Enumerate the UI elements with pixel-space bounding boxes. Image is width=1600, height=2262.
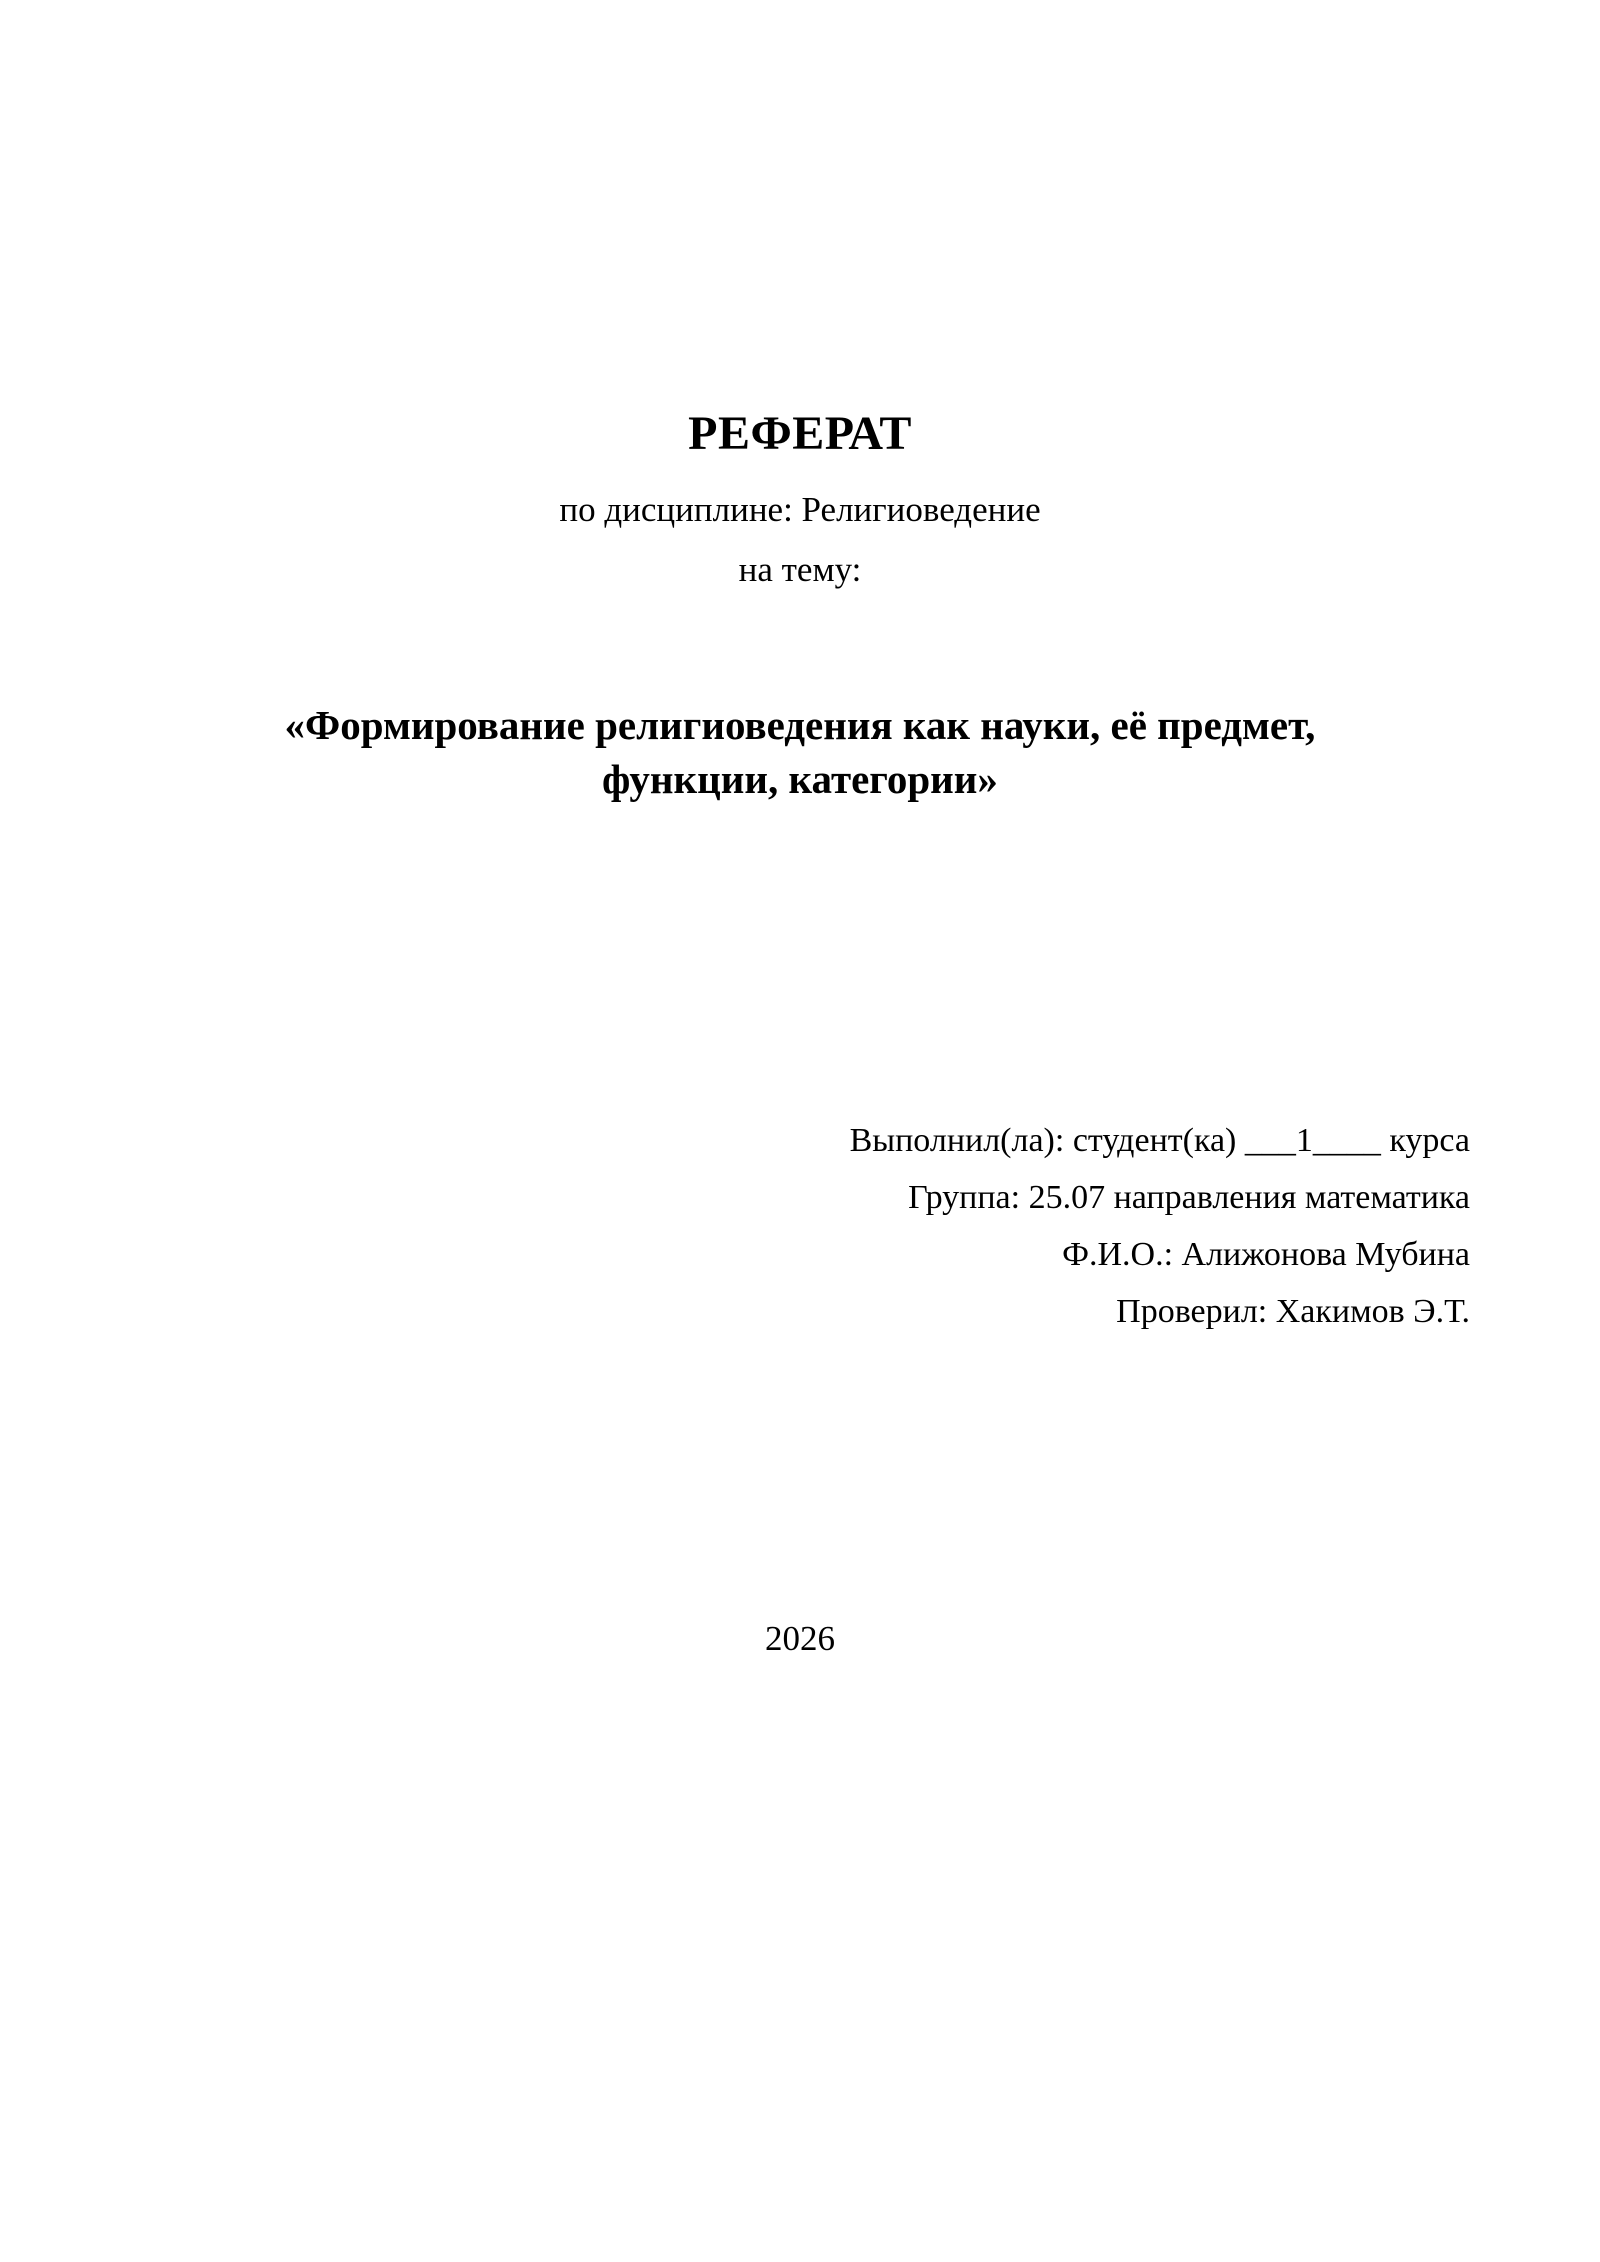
- checked-by-line: Проверил: Хакимов Э.Т.: [1116, 1293, 1470, 1330]
- full-name-line: Ф.И.О.: Алижонова Мубина: [1062, 1236, 1470, 1273]
- author-info-block: [850, 1112, 1470, 1340]
- topic-intro: на тему:: [738, 550, 862, 589]
- group-line: Группа: 25.07 направления математика: [908, 1179, 1470, 1216]
- topic-line-2: функции, категории»: [602, 756, 998, 802]
- document-year: 2026: [765, 1619, 835, 1658]
- topic-line-1: «Формирование религиоведения как науки, её предмет,: [284, 702, 1316, 748]
- topic-title: [200, 698, 1400, 806]
- document-title: РЕФЕРАТ: [688, 407, 912, 460]
- performed-by-line: Выполнил(ла): студент(ка) ___1____ курса: [849, 1122, 1470, 1159]
- discipline-line: по дисциплине: Религиоведение: [559, 490, 1041, 529]
